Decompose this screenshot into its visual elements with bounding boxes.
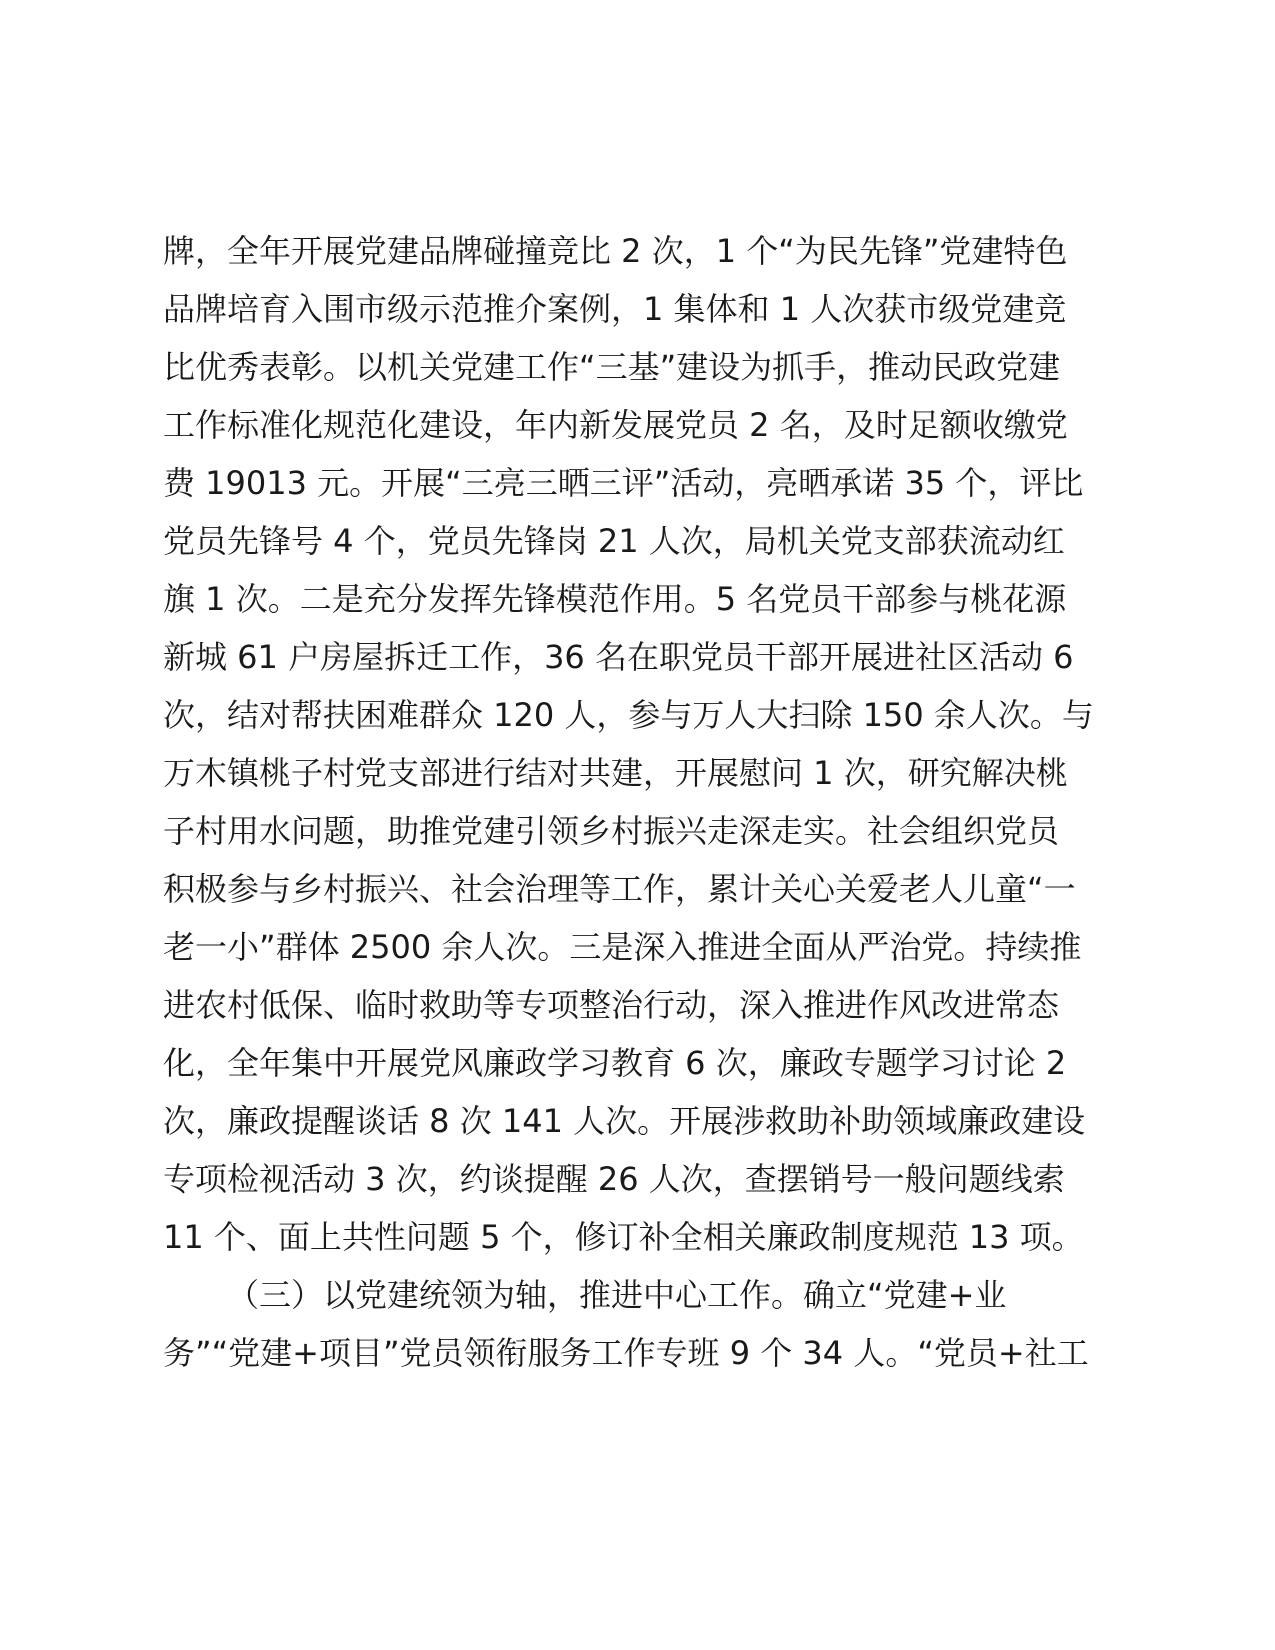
text-line: 积极参与乡村振兴、社会治理等工作，累计关心关爱老人儿童“一 [163,870,1076,908]
text-line: 旗 1 次。二是充分发挥先锋模范作用。5 名党员干部参与桃花源 [163,580,1067,618]
text-line: 11 个、面上共性问题 5 个，修订补全相关廉政制度规范 13 项。 [163,1218,1084,1256]
text-line: 次，结对帮扶困难群众 120 人，参与万人大扫除 150 余人次。与 [163,696,1094,734]
body-text [163,222,1123,1382]
text-line: 专项检视活动 3 次，约谈提醒 26 人次，查摆销号一般问题线索 [163,1160,1065,1198]
text-line: 工作标准化规范化建设，年内新发展党员 2 名，及时足额收缴党 [163,406,1068,444]
text-line: 费 19013 元。开展“三亮三晒三评”活动，亮晒承诺 35 个，评比 [163,464,1084,502]
text-line: 进农村低保、临时救助等专项整治行动，深入推进作风改进常态 [163,986,1060,1024]
text-line: 务”“党建+项目”党员领衔服务工作专班 9 个 34 人。“党员+社工 [163,1334,1089,1372]
text-line: 子村用水问题，助推党建引领乡村振兴走深走实。社会组织党员 [163,812,1060,850]
text-line: 新城 61 户房屋拆迁工作，36 名在职党员干部开展进社区活动 6 [163,638,1074,676]
text-line: 万木镇桃子村党支部进行结对共建，开展慰问 1 次，研究解决桃 [163,754,1068,792]
text-line: 品牌培育入围市级示范推介案例，1 集体和 1 人次获市级党建竞 [163,290,1067,328]
text-line: 牌，全年开展党建品牌碰撞竞比 2 次，1 个“为民先锋”党建特色 [163,232,1068,270]
text-line: 次，廉政提醒谈话 8 次 141 人次。开展涉救助补助领域廉政建设 [163,1102,1086,1140]
text-line: 比优秀表彰。以机关党建工作“三基”建设为抓手，推动民政党建 [163,348,1061,386]
text-line: 化，全年集中开展党风廉政学习教育 6 次，廉政专题学习讨论 2 [163,1044,1067,1082]
text-line: 老一小”群体 2500 余人次。三是深入推进全面从严治党。持续推 [163,928,1082,966]
section-heading-line: （三）以党建统领为轴，推进中心工作。确立“党建+业 [227,1276,1007,1314]
text-line: 党员先锋号 4 个，党员先锋岗 21 人次，局机关党支部获流动红 [163,522,1065,560]
